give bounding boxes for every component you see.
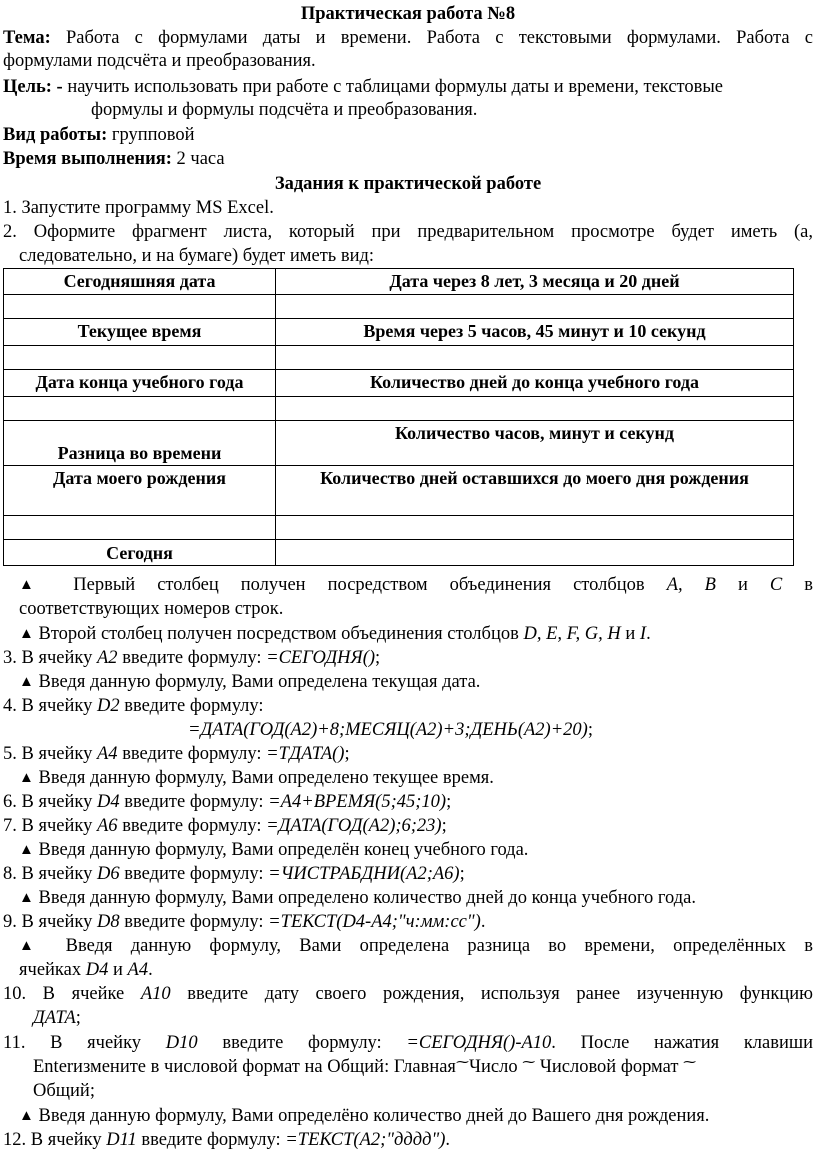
- note-text: Введя данную формулу, Вами определено текущее время.: [38, 768, 494, 788]
- item-7: 7. В ячейку A6 введите формулу: =ДАТА(ГОД(A2);6;23);: [3, 816, 447, 836]
- note-text: Второй столбец получен посредством объединения столбцов: [38, 624, 519, 644]
- item-text: 4. В ячейку: [3, 696, 93, 716]
- item-11-line-3: Общий;: [33, 1081, 95, 1101]
- item-10-line-1: [3, 983, 813, 1005]
- item-text: 11. В ячейку: [3, 1033, 142, 1053]
- cell-school-year-end: Дата конца учебного года: [4, 370, 276, 397]
- item-text: . После нажатия клавиши: [551, 1033, 814, 1053]
- formula: =ТДАТА(): [266, 744, 345, 764]
- empty-cell: [4, 295, 276, 319]
- table-row: [4, 516, 794, 540]
- arrow-separator-icon: ⁓: [522, 1054, 536, 1069]
- item-5-note: [19, 767, 494, 790]
- arrow-separator-icon: ⁓: [455, 1054, 469, 1069]
- cell-days-to-year-end: Количество дней до конца учебного года: [276, 370, 794, 397]
- formula: =A4+ВРЕМЯ(5;45;10): [268, 792, 447, 812]
- topic-label: Тема:: [3, 28, 51, 48]
- note-text: Введя данную формулу, Вами определена текущая дата.: [38, 672, 481, 692]
- table-row: [4, 319, 794, 346]
- topic-text-2: формулами подсчёта и преобразования.: [3, 51, 316, 71]
- item-text: 9. В ячейку: [3, 912, 93, 932]
- topic-text-1: Работа с формулами даты и времени. Работа с текстовыми формулами. Работа с: [65, 28, 814, 48]
- empty-cell: [276, 540, 794, 566]
- triangle-bullet-icon: ▲: [19, 938, 48, 954]
- item-7-note: [19, 839, 528, 862]
- goal-line-1: [3, 76, 723, 98]
- work-time-label: Время выполнения:: [3, 149, 172, 169]
- item-3: 3. В ячейку A2 введите формулу: =СЕГОДНЯ();: [3, 648, 381, 668]
- item-text: 12. В ячейку: [3, 1130, 102, 1150]
- item-4-formula: =ДАТА(ГОД(A2)+8;МЕСЯЦ(A2)+3;ДЕНЬ(A2)+20);: [188, 720, 593, 740]
- cell-hours-minutes-seconds: Количество часов, минут и секунд: [276, 421, 794, 466]
- item-text: введите формулу:: [122, 648, 262, 668]
- item-text: 8. В ячейку: [3, 864, 93, 884]
- note-text: Первый столбец получен посредством объединения столбцов: [73, 575, 645, 595]
- item-text: введите формулу:: [124, 696, 264, 716]
- note-text: Введя данную формулу, Вами определено количество дней до конца учебного года.: [38, 888, 696, 908]
- table-row: [4, 346, 794, 370]
- note-cols: A, B: [666, 575, 716, 595]
- worksheet-layout-table: [3, 268, 794, 566]
- item-text: введите формулу:: [124, 864, 264, 884]
- item-text: 6. В ячейку: [3, 792, 93, 812]
- cell-today: Сегодня: [4, 540, 276, 566]
- cell-ref: A4: [127, 960, 149, 980]
- table-row: [4, 466, 794, 516]
- item-text: введите формулу:: [141, 1130, 281, 1150]
- note-first-column: [19, 574, 813, 597]
- goal-text-1: научить использовать при работе с таблицами формулы даты и времени, текстовые: [67, 77, 724, 97]
- item-text: введите дату своего рождения, используя ранее изученную функцию: [187, 984, 814, 1004]
- cell-ref: D6: [97, 864, 120, 884]
- formula: =СЕГОДНЯ(): [266, 648, 376, 668]
- item-text: введите формулу:: [124, 912, 264, 932]
- table-row: [4, 421, 794, 466]
- cell-today-date: Сегодняшняя дата: [4, 269, 276, 295]
- note-text: Введя данную формулу, Вами определён конец учебного года.: [38, 840, 529, 860]
- work-kind-label: Вид работы:: [3, 125, 108, 145]
- cell-ref: A4: [97, 744, 118, 764]
- formula: =ДАТА(ГОД(A2);6;23): [266, 816, 442, 836]
- item-text: 7. В ячейку: [3, 816, 93, 836]
- formula: =ТЕКСТ(A2;"дддд"): [285, 1130, 446, 1150]
- item-9-note-line-2: ячейках D4 и A4.: [19, 960, 153, 980]
- item-8: 8. В ячейку D6 введите формулу: =ЧИСТРАБДНИ(A2;A6);: [3, 864, 465, 884]
- cell-ref: D4: [97, 792, 120, 812]
- work-time: [3, 148, 225, 170]
- cell-date-in-8-years: Дата через 8 лет, 3 месяца и 20 дней: [276, 269, 794, 295]
- item-5: 5. В ячейку A4 введите формулу: =ТДАТА();: [3, 744, 350, 764]
- note-first-column-line-2: соответствующих номеров строк.: [19, 599, 284, 619]
- note-cols: D, E, F, G, H: [523, 624, 621, 644]
- formula: =ДАТА(ГОД(A2)+8;МЕСЯЦ(A2)+3;ДЕНЬ(A2)+20): [188, 720, 588, 740]
- goal-label: Цель: -: [3, 77, 63, 97]
- note-text: в: [804, 575, 814, 595]
- page-title: Практическая работа №8: [300, 4, 516, 24]
- note-second-column: [19, 623, 651, 646]
- note-text: Введя данную формулу, Вами определена разница во времени, определённых в: [65, 936, 813, 956]
- item-text: Enterизмените в числовой формат на Общий: Главная: [33, 1057, 456, 1077]
- table-row: [4, 370, 794, 397]
- note-text: ячейках: [19, 960, 82, 980]
- triangle-bullet-icon: ▲: [19, 842, 34, 858]
- work-kind: [3, 124, 195, 146]
- item-12: 12. В ячейку D11 введите формулу: =ТЕКСТ(A2;"дддд").: [3, 1130, 451, 1150]
- triangle-bullet-icon: ▲: [19, 770, 34, 786]
- step-2-line-1: 2. Оформите фрагмент листа, который при предварительном просмотре будет иметь (а,: [3, 222, 813, 242]
- item-text: Число: [468, 1057, 518, 1077]
- cell-ref: D2: [97, 696, 120, 716]
- formula: =ТЕКСТ(D4-A4;"ч:мм:сс"): [268, 912, 481, 932]
- item-11-line-2: [33, 1056, 696, 1079]
- cell-ref: A10: [140, 984, 171, 1004]
- function-name: ДАТА: [33, 1008, 76, 1028]
- cell-ref: A6: [97, 816, 118, 836]
- item-text: 5. В ячейку: [3, 744, 93, 764]
- work-kind-value: групповой: [111, 125, 195, 145]
- triangle-bullet-icon: ▲: [19, 674, 34, 690]
- cell-birth-date: Дата моего рождения: [4, 466, 276, 516]
- step-2-line-2: следовательно, и на бумаге) будет иметь вид:: [19, 246, 375, 266]
- cell-days-to-birthday: Количество дней оставшихся до моего дня рождения: [276, 466, 794, 516]
- empty-cell: [4, 516, 276, 540]
- empty-cell: [276, 295, 794, 319]
- item-text: Числовой формат: [539, 1057, 679, 1077]
- item-text: введите формулу:: [222, 1033, 382, 1053]
- empty-cell: [276, 516, 794, 540]
- cell-ref: A2: [97, 648, 118, 668]
- tasks-heading: Задания к практической работе: [274, 174, 542, 194]
- item-3-note: [19, 671, 480, 694]
- table-row: [4, 295, 794, 319]
- item-text: введите формулу:: [124, 792, 264, 812]
- empty-cell: [4, 346, 276, 370]
- step-1: 1. Запустите программу MS Excel.: [3, 198, 274, 218]
- table-row: [4, 540, 794, 566]
- item-10-line-2: ДАТА;: [33, 1008, 81, 1028]
- note-text: и: [737, 575, 748, 595]
- formula: =ЧИСТРАБДНИ(A2;A6): [268, 864, 460, 884]
- arrow-separator-icon: ⁓: [683, 1054, 697, 1069]
- item-9: 9. В ячейку D8 введите формулу: =ТЕКСТ(D4-A4;"ч:мм:сс").: [3, 912, 486, 932]
- cell-ref: D10: [165, 1033, 198, 1053]
- triangle-bullet-icon: ▲: [19, 1108, 34, 1124]
- triangle-bullet-icon: ▲: [19, 577, 52, 593]
- triangle-bullet-icon: ▲: [19, 890, 34, 906]
- goal-text-2: формулы и формулы подсчёта и преобразования.: [91, 100, 478, 120]
- triangle-bullet-icon: ▲: [19, 626, 34, 642]
- empty-cell: [276, 397, 794, 421]
- note-text: и: [112, 960, 123, 980]
- cell-time-later: Время через 5 часов, 45 минут и 10 секунд: [276, 319, 794, 346]
- item-6: 6. В ячейку D4 введите формулу: =A4+ВРЕМЯ(5;45;10);: [3, 792, 452, 812]
- topic-line-1: [3, 27, 813, 49]
- work-time-value: 2 часа: [176, 149, 225, 169]
- item-text: введите формулу:: [122, 744, 262, 764]
- note-col: C: [769, 575, 783, 595]
- note-text: и: [625, 624, 636, 644]
- table-row: [4, 269, 794, 295]
- table-row: [4, 397, 794, 421]
- item-11-line-1: [3, 1032, 813, 1054]
- cell-ref: D4: [85, 960, 109, 980]
- item-11-note: [19, 1105, 709, 1128]
- note-col: I: [639, 624, 647, 644]
- item-9-note-line-1: [19, 935, 813, 958]
- item-4: [3, 695, 264, 717]
- item-8-note: [19, 887, 696, 910]
- empty-cell: [276, 346, 794, 370]
- item-text: 10. В ячейке: [3, 984, 125, 1004]
- cell-current-time: Текущее время: [4, 319, 276, 346]
- empty-cell: [4, 397, 276, 421]
- cell-ref: D11: [106, 1130, 137, 1150]
- cell-time-difference: Разница во времени: [4, 421, 276, 466]
- item-text: введите формулу:: [122, 816, 262, 836]
- note-text: .: [646, 624, 651, 644]
- cell-ref: D8: [97, 912, 120, 932]
- item-text: 3. В ячейку: [3, 648, 93, 668]
- note-text: Введя данную формулу, Вами определёно количество дней до Вашего дня рождения.: [38, 1106, 710, 1126]
- formula: =СЕГОДНЯ()-A10: [406, 1033, 552, 1053]
